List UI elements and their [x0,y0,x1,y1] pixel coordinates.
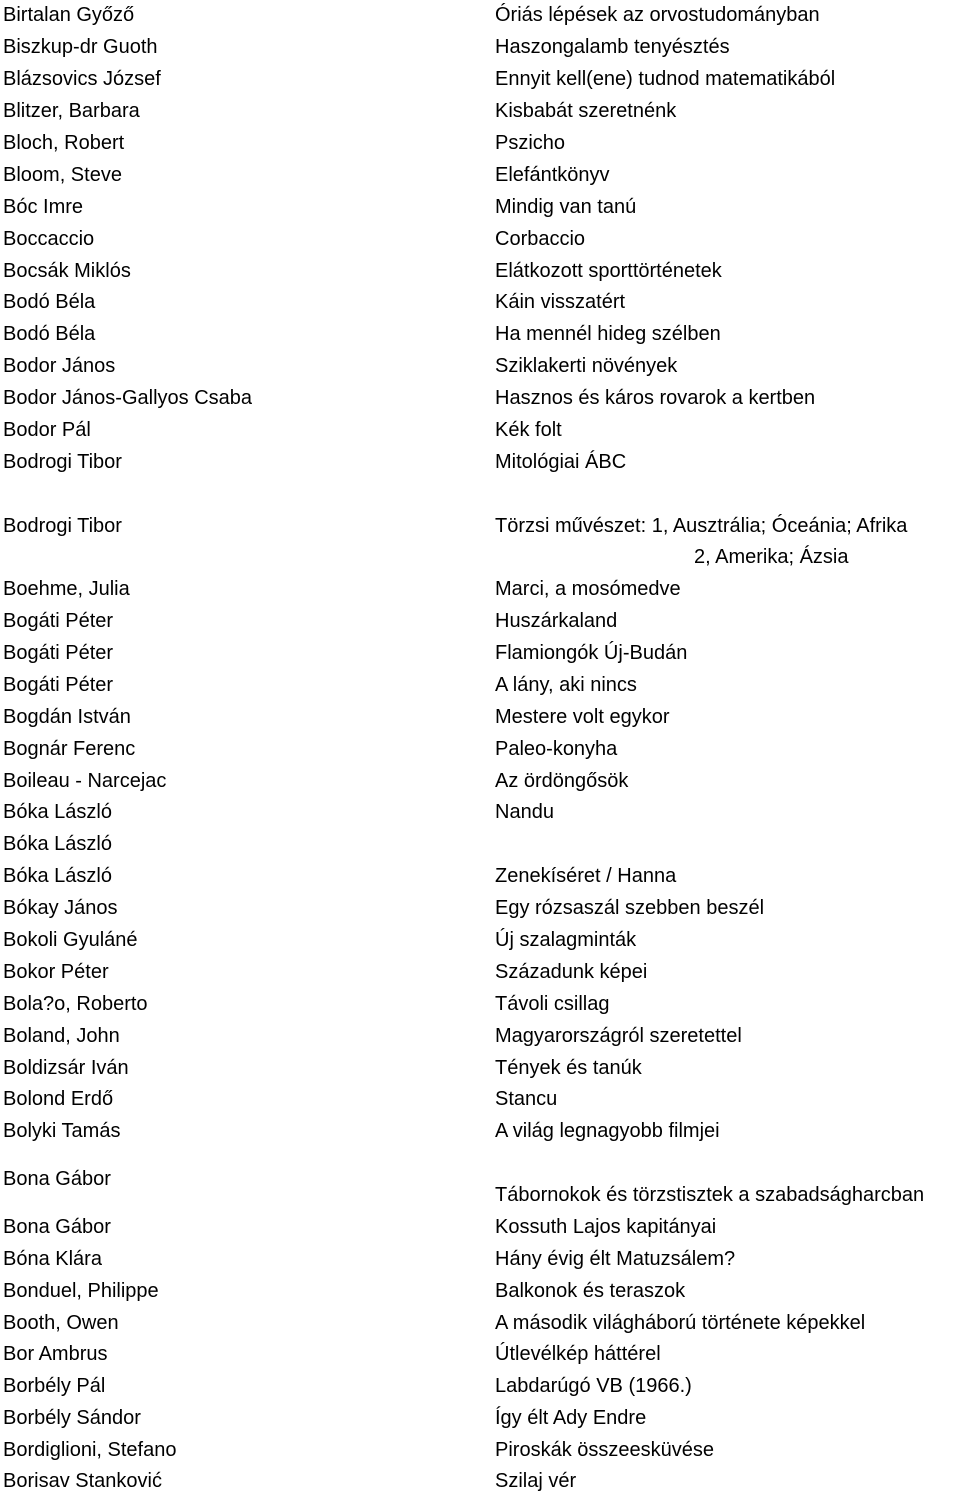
title-cell: Káin visszatért [495,291,626,313]
title-cell: Pszicho [495,132,566,154]
title-cell: Mestere volt egykor [495,706,670,728]
title-cell: Labdarúgó VB (1966.) [495,1375,692,1397]
title-cell: Flamiongók Új-Budán [495,642,688,664]
title-cell: A lány, aki nincs [495,674,637,696]
author-cell: Bognár Ferenc [3,738,136,760]
title-cell: Útlevélkép háttérel [495,1343,661,1365]
author-cell: Bordiglioni, Stefano [3,1439,177,1461]
title-cell: Piroskák összeesküvése [495,1439,714,1461]
author-cell: Bodó Béla [3,323,96,345]
title-cell: Sziklakerti növények [495,355,678,377]
title-cell: Zenekíséret / Hanna [495,865,677,887]
author-cell: Bogáti Péter [3,610,114,632]
title-cell: Kék folt [495,419,562,441]
title-cell: Elefántkönyv [495,164,610,186]
title-continuation-cell: 2, Amerika; Ázsia [694,546,849,568]
author-cell: Bona Gábor [3,1216,111,1238]
title-cell: Ennyit kell(ene) tudnod matematikából [495,68,836,90]
title-cell: A világ legnagyobb filmjei [495,1120,720,1142]
author-cell: Bogáti Péter [3,674,114,696]
title-cell: Haszongalamb tenyésztés [495,36,730,58]
author-cell: Bokoli Gyuláné [3,929,138,951]
title-cell: Óriás lépések az orvostudományban [495,4,820,26]
author-cell: Booth, Owen [3,1312,119,1334]
author-cell: Borbély Pál [3,1375,106,1397]
author-cell: Bor Ambrus [3,1343,108,1365]
author-cell: Boland, John [3,1025,120,1047]
title-cell: Az ördöngősök [495,770,629,792]
author-cell: Blitzer, Barbara [3,100,140,122]
author-cell: Bóna Klára [3,1248,102,1270]
title-cell: Mindig van tanú [495,196,637,218]
title-cell: Szilaj vér [495,1470,577,1492]
title-cell: Marci, a mosómedve [495,578,681,600]
author-cell: Bola?o, Roberto [3,993,148,1015]
author-cell: Bóka László [3,833,112,855]
title-cell: Huszárkaland [495,610,618,632]
author-cell: Birtalan Győző [3,4,135,26]
author-cell: Bóc Imre [3,196,84,218]
title-cell: Nandu [495,801,554,823]
title-cell: Így élt Ady Endre [495,1407,647,1429]
author-cell: Bocsák Miklós [3,260,131,282]
title-cell: Paleo-konyha [495,738,618,760]
author-cell: Boldizsár Iván [3,1057,129,1079]
title-cell: Balkonok és teraszok [495,1280,686,1302]
author-cell: Boileau - Narcejac [3,770,167,792]
title-cell: Hasznos és káros rovarok a kertben [495,387,816,409]
author-cell: Bolyki Tamás [3,1120,121,1142]
title-cell: Új szalagminták [495,929,637,951]
author-cell: Bókay János [3,897,118,919]
author-cell: Bonduel, Philippe [3,1280,159,1302]
title-cell: Egy rózsaszál szebben beszél [495,897,765,919]
author-cell: Bóka László [3,865,112,887]
author-cell: Borbély Sándor [3,1407,141,1429]
author-cell: Bloch, Robert [3,132,125,154]
title-cell: Kisbabát szeretnénk [495,100,677,122]
author-cell: Bogdán István [3,706,131,728]
title-cell: Stancu [495,1088,558,1110]
title-cell: Törzsi művészet: 1, Ausztrália; Óceánia; Afrika [495,515,908,537]
title-cell: Tények és tanúk [495,1057,642,1079]
author-cell: Bodó Béla [3,291,96,313]
author-cell: Bodor János-Gallyos Csaba [3,387,253,409]
author-cell: Boccaccio [3,228,95,250]
author-cell: Borisav Stanković [3,1470,162,1492]
author-cell: Bogáti Péter [3,642,114,664]
author-cell: Bodor János [3,355,116,377]
author-cell: Bokor Péter [3,961,109,983]
title-cell: Ha mennél hideg szélben [495,323,721,345]
title-cell: A második világháború története képekkel [495,1312,866,1334]
title-cell: Corbaccio [495,228,586,250]
author-cell: Bolond Erdő [3,1088,114,1110]
author-cell: Bodor Pál [3,419,91,441]
author-cell: Biszkup-dr Guoth [3,36,158,58]
author-cell: Blázsovics József [3,68,161,90]
title-cell: Tábornokok és törzstisztek a szabadságharcban [495,1184,925,1206]
title-cell: Kossuth Lajos kapitányai [495,1216,717,1238]
title-cell: Hány évig élt Matuzsálem? [495,1248,736,1270]
author-cell: Bloom, Steve [3,164,122,186]
author-cell: Boehme, Julia [3,578,130,600]
author-cell: Bóka László [3,801,112,823]
title-cell: Századunk képei [495,961,648,983]
title-cell: Elátkozott sporttörténetek [495,260,722,282]
title-cell: Mitológiai ÁBC [495,451,627,473]
title-cell: Magyarországról szeretettel [495,1025,742,1047]
title-cell: Távoli csillag [495,993,610,1015]
author-cell: Bodrogi Tibor [3,515,122,537]
author-cell: Bona Gábor [3,1168,111,1190]
author-cell: Bodrogi Tibor [3,451,122,473]
